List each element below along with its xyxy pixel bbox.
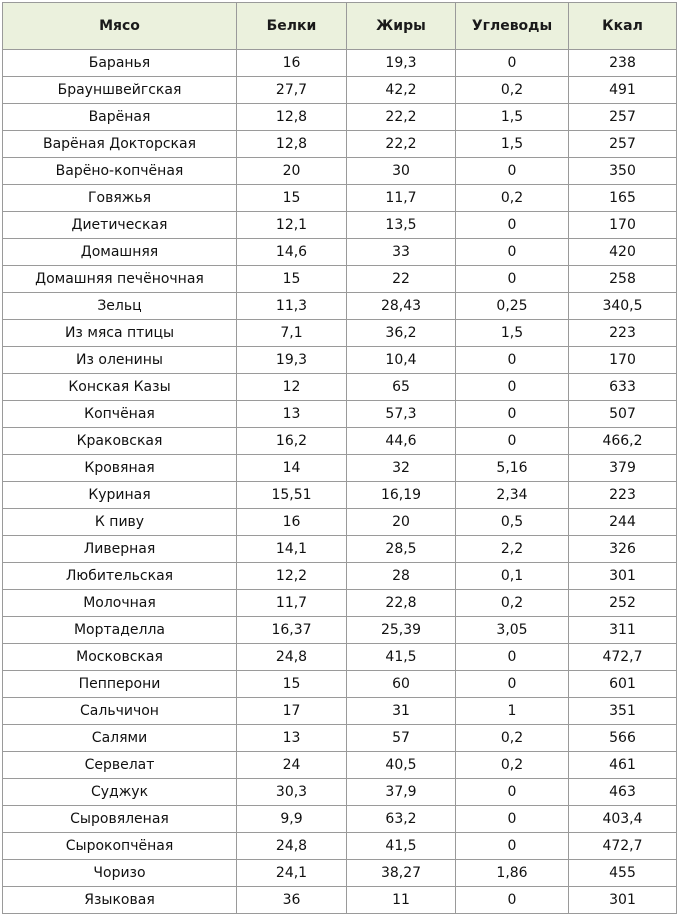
cell-carbs: 0 [456,347,569,374]
cell-carbs: 0,2 [456,725,569,752]
cell-protein: 9,9 [237,806,347,833]
cell-kcal: 311 [569,617,677,644]
table-row [3,158,677,185]
cell-kcal: 340,5 [569,293,677,320]
cell-fat: 22,2 [347,131,456,158]
table-row [3,671,677,698]
cell-carbs: 0,2 [456,77,569,104]
table-row [3,752,677,779]
cell-protein: 24,8 [237,644,347,671]
cell-carbs: 0,1 [456,563,569,590]
cell-meat-name: Ливерная [3,536,237,563]
cell-carbs: 0 [456,374,569,401]
cell-fat: 16,19 [347,482,456,509]
cell-meat-name: К пиву [3,509,237,536]
cell-protein: 12,8 [237,131,347,158]
cell-carbs: 0,5 [456,509,569,536]
header-meat: Мясо [3,3,237,50]
cell-fat: 41,5 [347,833,456,860]
cell-kcal: 165 [569,185,677,212]
cell-kcal: 472,7 [569,833,677,860]
sausage-nutrition-table [2,2,677,914]
cell-kcal: 257 [569,131,677,158]
table-row [3,509,677,536]
table-row [3,428,677,455]
table-row [3,860,677,887]
cell-meat-name: Сальчичон [3,698,237,725]
cell-kcal: 258 [569,266,677,293]
cell-meat-name: Сервелат [3,752,237,779]
cell-protein: 15 [237,671,347,698]
header-kcal: Ккал [569,3,677,50]
cell-meat-name: Мортаделла [3,617,237,644]
cell-carbs: 1,86 [456,860,569,887]
cell-fat: 32 [347,455,456,482]
cell-meat-name: Говяжья [3,185,237,212]
cell-meat-name: Варёно-копчёная [3,158,237,185]
cell-kcal: 223 [569,320,677,347]
cell-meat-name: Баранья [3,50,237,77]
cell-kcal: 301 [569,887,677,914]
cell-protein: 11,7 [237,590,347,617]
cell-protein: 19,3 [237,347,347,374]
cell-fat: 20 [347,509,456,536]
cell-protein: 15 [237,185,347,212]
cell-meat-name: Суджук [3,779,237,806]
cell-meat-name: Копчёная [3,401,237,428]
cell-fat: 22 [347,266,456,293]
table-row [3,779,677,806]
cell-fat: 42,2 [347,77,456,104]
cell-meat-name: Варёная [3,104,237,131]
cell-carbs: 0 [456,50,569,77]
cell-protein: 11,3 [237,293,347,320]
cell-protein: 30,3 [237,779,347,806]
cell-fat: 30 [347,158,456,185]
cell-kcal: 238 [569,50,677,77]
cell-carbs: 0 [456,887,569,914]
cell-meat-name: Языковая [3,887,237,914]
cell-meat-name: Сыровяленая [3,806,237,833]
cell-meat-name: Конская Казы [3,374,237,401]
cell-meat-name: Пепперони [3,671,237,698]
cell-fat: 63,2 [347,806,456,833]
cell-meat-name: Московская [3,644,237,671]
cell-fat: 57 [347,725,456,752]
cell-meat-name: Сырокопчёная [3,833,237,860]
header-fat: Жиры [347,3,456,50]
cell-protein: 12 [237,374,347,401]
cell-carbs: 1 [456,698,569,725]
cell-fat: 19,3 [347,50,456,77]
cell-meat-name: Краковская [3,428,237,455]
table-row [3,50,677,77]
cell-protein: 24,8 [237,833,347,860]
cell-protein: 16,2 [237,428,347,455]
cell-protein: 14,6 [237,239,347,266]
table-body [3,50,677,914]
table-row [3,212,677,239]
cell-protein: 12,8 [237,104,347,131]
table-row [3,293,677,320]
nutrition-table-container [2,2,677,914]
table-row [3,644,677,671]
cell-kcal: 461 [569,752,677,779]
cell-protein: 12,2 [237,563,347,590]
table-row [3,833,677,860]
cell-meat-name: Чоризо [3,860,237,887]
cell-kcal: 601 [569,671,677,698]
cell-carbs: 3,05 [456,617,569,644]
cell-carbs: 5,16 [456,455,569,482]
header-protein: Белки [237,3,347,50]
cell-kcal: 244 [569,509,677,536]
table-row [3,590,677,617]
cell-carbs: 0 [456,779,569,806]
cell-carbs: 0,2 [456,590,569,617]
cell-carbs: 0 [456,833,569,860]
table-row [3,482,677,509]
cell-protein: 14,1 [237,536,347,563]
cell-meat-name: Салями [3,725,237,752]
cell-meat-name: Из мяса птицы [3,320,237,347]
cell-kcal: 351 [569,698,677,725]
cell-meat-name: Варёная Докторская [3,131,237,158]
cell-kcal: 223 [569,482,677,509]
cell-kcal: 420 [569,239,677,266]
table-row [3,536,677,563]
cell-fat: 22,8 [347,590,456,617]
cell-fat: 11 [347,887,456,914]
table-row [3,266,677,293]
cell-fat: 65 [347,374,456,401]
cell-kcal: 301 [569,563,677,590]
cell-fat: 41,5 [347,644,456,671]
cell-kcal: 170 [569,347,677,374]
cell-carbs: 0 [456,266,569,293]
table-row [3,401,677,428]
table-row [3,185,677,212]
cell-protein: 20 [237,158,347,185]
cell-carbs: 0 [456,212,569,239]
table-row [3,617,677,644]
cell-kcal: 170 [569,212,677,239]
cell-protein: 15,51 [237,482,347,509]
cell-protein: 14 [237,455,347,482]
cell-kcal: 257 [569,104,677,131]
table-row [3,131,677,158]
cell-carbs: 1,5 [456,131,569,158]
cell-carbs: 0,25 [456,293,569,320]
cell-carbs: 0 [456,239,569,266]
cell-kcal: 350 [569,158,677,185]
cell-meat-name: Кровяная [3,455,237,482]
table-row [3,347,677,374]
cell-protein: 13 [237,725,347,752]
cell-fat: 10,4 [347,347,456,374]
cell-fat: 11,7 [347,185,456,212]
cell-protein: 15 [237,266,347,293]
table-row [3,563,677,590]
cell-carbs: 0 [456,158,569,185]
cell-protein: 16 [237,50,347,77]
cell-carbs: 0 [456,401,569,428]
cell-kcal: 379 [569,455,677,482]
cell-fat: 37,9 [347,779,456,806]
cell-protein: 16 [237,509,347,536]
cell-protein: 27,7 [237,77,347,104]
cell-meat-name: Домашняя печёночная [3,266,237,293]
cell-meat-name: Молочная [3,590,237,617]
cell-fat: 38,27 [347,860,456,887]
cell-protein: 12,1 [237,212,347,239]
cell-carbs: 0 [456,428,569,455]
header-row [3,3,677,50]
table-header [3,3,677,50]
cell-fat: 28 [347,563,456,590]
cell-fat: 36,2 [347,320,456,347]
table-row [3,374,677,401]
table-row [3,806,677,833]
cell-kcal: 566 [569,725,677,752]
cell-kcal: 491 [569,77,677,104]
cell-fat: 25,39 [347,617,456,644]
cell-fat: 40,5 [347,752,456,779]
cell-protein: 7,1 [237,320,347,347]
cell-carbs: 0,2 [456,185,569,212]
cell-fat: 31 [347,698,456,725]
cell-fat: 44,6 [347,428,456,455]
cell-carbs: 1,5 [456,320,569,347]
cell-meat-name: Зельц [3,293,237,320]
cell-fat: 13,5 [347,212,456,239]
cell-kcal: 472,7 [569,644,677,671]
cell-fat: 28,43 [347,293,456,320]
table-row [3,455,677,482]
table-row [3,725,677,752]
cell-kcal: 463 [569,779,677,806]
table-row [3,320,677,347]
cell-fat: 28,5 [347,536,456,563]
cell-meat-name: Брауншвейгская [3,77,237,104]
cell-carbs: 0 [456,644,569,671]
cell-carbs: 2,34 [456,482,569,509]
cell-carbs: 2,2 [456,536,569,563]
cell-fat: 22,2 [347,104,456,131]
cell-kcal: 466,2 [569,428,677,455]
cell-fat: 33 [347,239,456,266]
cell-carbs: 0 [456,671,569,698]
cell-fat: 60 [347,671,456,698]
cell-meat-name: Любительская [3,563,237,590]
cell-protein: 17 [237,698,347,725]
cell-meat-name: Диетическая [3,212,237,239]
cell-protein: 16,37 [237,617,347,644]
cell-fat: 57,3 [347,401,456,428]
cell-meat-name: Куриная [3,482,237,509]
table-row [3,239,677,266]
cell-protein: 24 [237,752,347,779]
cell-carbs: 0,2 [456,752,569,779]
cell-protein: 13 [237,401,347,428]
cell-meat-name: Из оленины [3,347,237,374]
cell-carbs: 1,5 [456,104,569,131]
table-row [3,887,677,914]
cell-kcal: 252 [569,590,677,617]
cell-kcal: 403,4 [569,806,677,833]
cell-protein: 36 [237,887,347,914]
cell-kcal: 326 [569,536,677,563]
cell-carbs: 0 [456,806,569,833]
cell-meat-name: Домашняя [3,239,237,266]
table-row [3,77,677,104]
cell-kcal: 633 [569,374,677,401]
cell-protein: 24,1 [237,860,347,887]
header-carbs: Углеводы [456,3,569,50]
cell-kcal: 455 [569,860,677,887]
table-row [3,104,677,131]
table-row [3,698,677,725]
cell-kcal: 507 [569,401,677,428]
